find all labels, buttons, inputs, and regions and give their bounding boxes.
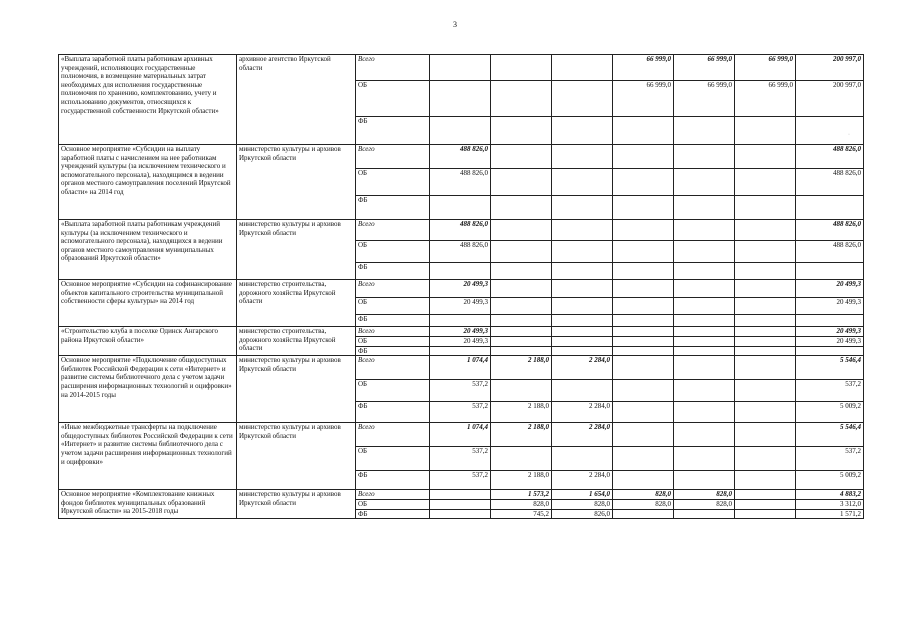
amount-cell bbox=[735, 280, 796, 298]
amount-cell: 537,2 bbox=[430, 380, 491, 402]
amount-cell bbox=[491, 55, 552, 81]
amount-cell bbox=[735, 145, 796, 169]
amount-cell bbox=[735, 327, 796, 337]
amount-cell bbox=[613, 402, 674, 423]
funding-source-cell: ОБ bbox=[356, 500, 430, 510]
total-amount-cell: 5 546,4 bbox=[796, 356, 864, 380]
amount-cell bbox=[552, 196, 613, 220]
budget-table-sheet bbox=[58, 54, 861, 570]
amount-cell bbox=[674, 337, 735, 347]
amount-cell bbox=[491, 280, 552, 298]
amount-cell bbox=[674, 402, 735, 423]
amount-cell bbox=[613, 280, 674, 298]
funding-source-cell: ФБ bbox=[356, 117, 430, 145]
amount-cell bbox=[613, 380, 674, 402]
amount-cell bbox=[430, 346, 491, 356]
amount-cell bbox=[735, 263, 796, 280]
amount-cell bbox=[430, 490, 491, 500]
amount-cell: 488 826,0 bbox=[430, 220, 491, 241]
funding-source-cell: Всего bbox=[356, 356, 430, 380]
amount-cell bbox=[613, 263, 674, 280]
amount-cell bbox=[552, 380, 613, 402]
amount-cell bbox=[430, 196, 491, 220]
amount-cell: 66 999,0 bbox=[613, 81, 674, 117]
executor-cell: министерство культуры и архивов Иркутской области bbox=[237, 356, 356, 423]
amount-cell bbox=[613, 298, 674, 315]
funding-source-cell: ОБ bbox=[356, 241, 430, 263]
amount-cell: 828,0 bbox=[613, 500, 674, 510]
executor-cell: министерство строительства, дорожного хозяйства Иркутской области bbox=[237, 280, 356, 327]
total-amount-cell: 5 009,2 bbox=[796, 471, 864, 490]
funding-source-cell: ОБ bbox=[356, 380, 430, 402]
amount-cell: 66 999,0 bbox=[735, 55, 796, 81]
event-name-cell: «Строительство клуба в поселке Одинск Ангарского района Иркутской области» bbox=[59, 327, 237, 356]
amount-cell bbox=[613, 327, 674, 337]
amount-cell bbox=[674, 356, 735, 380]
amount-cell bbox=[674, 327, 735, 337]
executor-cell: министерство культуры и архивов Иркутской области bbox=[237, 220, 356, 280]
event-name-cell: «Выплата заработной платы работникам учреждений культуры (за исключением технического и вспомогательного персонала), находящихся в ведении органов местного самоуправления муниципальных образований Иркутской области» bbox=[59, 220, 237, 280]
amount-cell bbox=[491, 315, 552, 327]
amount-cell: 2 188,0 bbox=[491, 402, 552, 423]
amount-cell bbox=[735, 500, 796, 510]
event-name-cell: Основное мероприятие «Субсидии на выплату заработной платы с начислением на нее работникам учреждений культуры (за исключением технического и вспомогательного персонала), находящимся в ведении органов местного самоуправления поселений Иркутской области» на 2014 год bbox=[59, 145, 237, 220]
amount-cell bbox=[552, 447, 613, 471]
event-name-cell: Основное мероприятие «Субсидии на софинансирование объектов капитального строительства муниципальной собственности сферы культуры» на 2014 год bbox=[59, 280, 237, 327]
amount-cell: 488 826,0 bbox=[430, 145, 491, 169]
amount-cell bbox=[552, 315, 613, 327]
amount-cell: 2 284,0 bbox=[552, 423, 613, 447]
event-name-cell: Основное мероприятие «Подключение общедоступных библиотек Российской Федерации к сети «Интернет» и развитие системы библиотечного дела с учетом задачи расширения информационных технологий и оцифровки» на 2014-2015 годы bbox=[59, 356, 237, 423]
funding-source-cell: ФБ bbox=[356, 402, 430, 423]
amount-cell bbox=[735, 402, 796, 423]
total-amount-cell: 5 009,2 bbox=[796, 402, 864, 423]
amount-cell: 828,0 bbox=[674, 500, 735, 510]
amount-cell bbox=[674, 346, 735, 356]
amount-cell bbox=[674, 315, 735, 327]
funding-source-cell: ФБ bbox=[356, 471, 430, 490]
table-row bbox=[59, 423, 864, 447]
amount-cell bbox=[674, 241, 735, 263]
amount-cell: 1 573,2 bbox=[491, 490, 552, 500]
amount-cell: 828,0 bbox=[613, 490, 674, 500]
amount-cell bbox=[735, 490, 796, 500]
amount-cell: 828,0 bbox=[552, 500, 613, 510]
amount-cell: 745,2 bbox=[491, 509, 552, 519]
amount-cell bbox=[735, 337, 796, 347]
amount-cell bbox=[491, 81, 552, 117]
amount-cell bbox=[430, 509, 491, 519]
amount-cell bbox=[552, 298, 613, 315]
amount-cell bbox=[491, 298, 552, 315]
funding-source-cell: ОБ bbox=[356, 81, 430, 117]
table-row bbox=[59, 220, 864, 241]
amount-cell bbox=[735, 346, 796, 356]
funding-source-cell: ОБ bbox=[356, 447, 430, 471]
total-amount-cell: 20 499,3 bbox=[796, 298, 864, 315]
amount-cell bbox=[674, 169, 735, 196]
amount-cell bbox=[552, 81, 613, 117]
amount-cell bbox=[552, 220, 613, 241]
amount-cell bbox=[552, 280, 613, 298]
amount-cell bbox=[735, 298, 796, 315]
table-row bbox=[59, 490, 864, 500]
amount-cell: 2 284,0 bbox=[552, 402, 613, 423]
total-amount-cell: 3 312,0 bbox=[796, 500, 864, 510]
funding-source-cell: Всего bbox=[356, 145, 430, 169]
executor-cell: министерство культуры и архивов Иркутской области bbox=[237, 490, 356, 519]
amount-cell bbox=[613, 447, 674, 471]
total-amount-cell: 488 826,0 bbox=[796, 145, 864, 169]
amount-cell: 2 188,0 bbox=[491, 423, 552, 447]
amount-cell bbox=[430, 55, 491, 81]
amount-cell: 488 826,0 bbox=[430, 241, 491, 263]
amount-cell: 2 284,0 bbox=[552, 356, 613, 380]
amount-cell bbox=[674, 471, 735, 490]
amount-cell bbox=[552, 145, 613, 169]
amount-cell bbox=[430, 500, 491, 510]
amount-cell bbox=[491, 169, 552, 196]
amount-cell bbox=[613, 509, 674, 519]
funding-source-cell: ФБ bbox=[356, 315, 430, 327]
amount-cell bbox=[491, 117, 552, 145]
amount-cell: 2 284,0 bbox=[552, 471, 613, 490]
event-name-cell: «Выплата заработной платы работникам архивных учреждений, исполняющих государственные полномочия, в возмещение материальных затрат необходимых для исполнения государственные полномочия по хранению, комплектованию, учету и использованию документов, относящихся к государственной собственности Иркутской области» bbox=[59, 55, 237, 145]
amount-cell: 20 499,3 bbox=[430, 298, 491, 315]
total-amount-cell: 537,2 bbox=[796, 380, 864, 402]
amount-cell bbox=[613, 423, 674, 447]
amount-cell bbox=[491, 327, 552, 337]
amount-cell bbox=[735, 471, 796, 490]
amount-cell bbox=[674, 196, 735, 220]
event-name-cell: «Иные межбюджетные трансферты на подключение общедоступных библиотек Российской Федерации к сети «Интернет» и развитие системы библиотечного дела с учетом задачи расширения информационных технологий и оцифровки» bbox=[59, 423, 237, 490]
amount-cell bbox=[491, 241, 552, 263]
amount-cell bbox=[735, 196, 796, 220]
amount-cell bbox=[552, 117, 613, 145]
amount-cell: 828,0 bbox=[674, 490, 735, 500]
amount-cell bbox=[674, 509, 735, 519]
amount-cell bbox=[735, 509, 796, 519]
amount-cell bbox=[552, 55, 613, 81]
funding-source-cell: Всего bbox=[356, 490, 430, 500]
amount-cell bbox=[491, 220, 552, 241]
amount-cell bbox=[735, 423, 796, 447]
amount-cell: 1 654,0 bbox=[552, 490, 613, 500]
amount-cell bbox=[674, 117, 735, 145]
amount-cell bbox=[430, 263, 491, 280]
amount-cell: 828,0 bbox=[491, 500, 552, 510]
amount-cell bbox=[674, 423, 735, 447]
amount-cell: 20 499,3 bbox=[430, 280, 491, 298]
total-amount-cell: 20 499,3 bbox=[796, 327, 864, 337]
amount-cell bbox=[613, 241, 674, 263]
total-amount-cell: 20 499,3 bbox=[796, 337, 864, 347]
amount-cell bbox=[613, 196, 674, 220]
amount-cell: 20 499,3 bbox=[430, 337, 491, 347]
amount-cell bbox=[491, 263, 552, 280]
funding-source-cell: ОБ bbox=[356, 298, 430, 315]
amount-cell bbox=[552, 337, 613, 347]
total-amount-cell bbox=[796, 117, 864, 145]
total-amount-cell: 200 997,0 bbox=[796, 55, 864, 81]
amount-cell bbox=[735, 356, 796, 380]
funding-source-cell: ОБ bbox=[356, 337, 430, 347]
executor-cell: архивное агентство Иркутской области bbox=[237, 55, 356, 145]
amount-cell bbox=[613, 356, 674, 380]
amount-cell: 1 074,4 bbox=[430, 423, 491, 447]
amount-cell bbox=[613, 117, 674, 145]
funding-source-cell: Всего bbox=[356, 280, 430, 298]
amount-cell bbox=[735, 241, 796, 263]
amount-cell bbox=[735, 220, 796, 241]
funding-source-cell: ФБ bbox=[356, 509, 430, 519]
amount-cell bbox=[430, 117, 491, 145]
amount-cell bbox=[491, 145, 552, 169]
amount-cell bbox=[552, 241, 613, 263]
amount-cell: 2 188,0 bbox=[491, 356, 552, 380]
amount-cell bbox=[491, 380, 552, 402]
total-amount-cell: 5 546,4 bbox=[796, 423, 864, 447]
page-number: 3 bbox=[453, 20, 457, 29]
amount-cell: 66 999,0 bbox=[674, 81, 735, 117]
amount-cell bbox=[552, 169, 613, 196]
amount-cell: 537,2 bbox=[430, 447, 491, 471]
amount-cell bbox=[613, 315, 674, 327]
amount-cell bbox=[674, 280, 735, 298]
amount-cell bbox=[613, 471, 674, 490]
funding-source-cell: Всего bbox=[356, 55, 430, 81]
amount-cell: 2 188,0 bbox=[491, 471, 552, 490]
table-row bbox=[59, 327, 864, 337]
total-amount-cell: 488 826,0 bbox=[796, 169, 864, 196]
executor-cell: министерство культуры и архивов Иркутской области bbox=[237, 423, 356, 490]
amount-cell bbox=[613, 220, 674, 241]
total-amount-cell: 488 826,0 bbox=[796, 241, 864, 263]
table-row bbox=[59, 356, 864, 380]
amount-cell bbox=[613, 145, 674, 169]
amount-cell bbox=[674, 263, 735, 280]
executor-cell: министерство строительства, дорожного хозяйства Иркутской области bbox=[237, 327, 356, 356]
table-row bbox=[59, 280, 864, 298]
amount-cell bbox=[613, 169, 674, 196]
total-amount-cell: 200 997,0 bbox=[796, 81, 864, 117]
amount-cell bbox=[674, 145, 735, 169]
amount-cell bbox=[491, 196, 552, 220]
amount-cell: 826,0 bbox=[552, 509, 613, 519]
funding-source-cell: Всего bbox=[356, 220, 430, 241]
executor-cell: министерство культуры и архивов Иркутской области bbox=[237, 145, 356, 220]
total-amount-cell: 488 826,0 bbox=[796, 220, 864, 241]
amount-cell: 66 999,0 bbox=[735, 81, 796, 117]
total-amount-cell: 20 499,3 bbox=[796, 280, 864, 298]
amount-cell bbox=[491, 447, 552, 471]
amount-cell: 488 826,0 bbox=[430, 169, 491, 196]
funding-source-cell: ФБ bbox=[356, 196, 430, 220]
amount-cell bbox=[735, 447, 796, 471]
total-amount-cell: 537,2 bbox=[796, 447, 864, 471]
amount-cell bbox=[735, 169, 796, 196]
table-row bbox=[59, 55, 864, 81]
amount-cell bbox=[552, 346, 613, 356]
total-amount-cell bbox=[796, 263, 864, 280]
funding-source-cell: Всего bbox=[356, 423, 430, 447]
amount-cell bbox=[552, 263, 613, 280]
amount-cell: 66 999,0 bbox=[613, 55, 674, 81]
event-name-cell: Основное мероприятие «Комплектование книжных фондов библиотек муниципальных образований Иркутской области» на 2015-2018 годы bbox=[59, 490, 237, 519]
amount-cell: 20 499,3 bbox=[430, 327, 491, 337]
amount-cell bbox=[674, 220, 735, 241]
total-amount-cell bbox=[796, 315, 864, 327]
amount-cell bbox=[430, 315, 491, 327]
funding-source-cell: ОБ bbox=[356, 169, 430, 196]
amount-cell bbox=[674, 447, 735, 471]
funding-source-cell: ФБ bbox=[356, 346, 430, 356]
total-amount-cell: 1 571,2 bbox=[796, 509, 864, 519]
amount-cell bbox=[430, 81, 491, 117]
amount-cell bbox=[491, 346, 552, 356]
amount-cell bbox=[674, 380, 735, 402]
amount-cell: 537,2 bbox=[430, 471, 491, 490]
table-row bbox=[59, 145, 864, 169]
amount-cell: 1 074,4 bbox=[430, 356, 491, 380]
amount-cell bbox=[613, 346, 674, 356]
total-amount-cell: 4 883,2 bbox=[796, 490, 864, 500]
amount-cell: 537,2 bbox=[430, 402, 491, 423]
funding-source-cell: Всего bbox=[356, 327, 430, 337]
amount-cell bbox=[491, 337, 552, 347]
amount-cell bbox=[552, 327, 613, 337]
amount-cell: 66 999,0 bbox=[674, 55, 735, 81]
amount-cell bbox=[735, 315, 796, 327]
budget-table bbox=[58, 54, 864, 519]
total-amount-cell bbox=[796, 346, 864, 356]
total-amount-cell bbox=[796, 196, 864, 220]
scan-edge-mark: · bbox=[848, 132, 850, 138]
amount-cell bbox=[674, 298, 735, 315]
funding-source-cell: ФБ bbox=[356, 263, 430, 280]
amount-cell bbox=[735, 380, 796, 402]
amount-cell bbox=[735, 117, 796, 145]
amount-cell bbox=[613, 337, 674, 347]
